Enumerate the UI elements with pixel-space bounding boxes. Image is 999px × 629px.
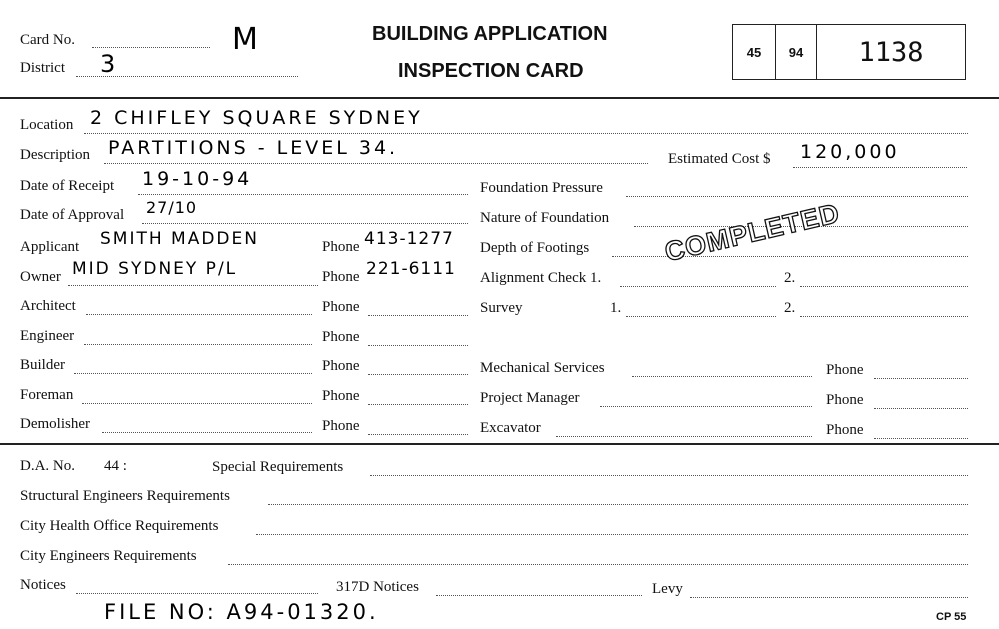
form-code: CP 55 xyxy=(936,611,967,623)
levy-label: Levy xyxy=(652,581,683,597)
card-no-label: Card No. xyxy=(20,32,75,48)
date-approval-value: 27/10 xyxy=(146,198,198,217)
alignment-check-2-label: 2. xyxy=(784,270,796,286)
foundation-pressure-label: Foundation Pressure xyxy=(480,180,603,196)
project-manager-label: Project Manager xyxy=(480,390,580,406)
engineer-phone-label: Phone xyxy=(322,329,360,345)
owner-phone-label: Phone xyxy=(322,269,360,285)
da-no-value: 44 : xyxy=(104,458,127,474)
alignment-check-1-line xyxy=(620,286,776,287)
estimated-cost-line xyxy=(793,167,967,168)
mechanical-phone-label: Phone xyxy=(826,362,864,378)
architect-phone-label: Phone xyxy=(322,299,360,315)
builder-label: Builder xyxy=(20,357,65,373)
estimated-cost-label: Estimated Cost $ xyxy=(668,151,771,167)
city-health-line xyxy=(256,534,968,535)
engineer-line xyxy=(84,344,312,345)
architect-phone-line xyxy=(368,315,468,316)
city-engineers-label: City Engineers Requirements xyxy=(20,548,197,564)
date-receipt-value: 19-10-94 xyxy=(142,168,253,190)
form-title-line2: INSPECTION CARD xyxy=(398,60,584,82)
location-line xyxy=(84,133,968,134)
district-label: District xyxy=(20,60,65,76)
fields-divider xyxy=(0,443,999,445)
engineer-phone-line xyxy=(368,345,468,346)
card-number-prefix-b: 94 xyxy=(776,25,817,79)
owner-value: MID SYDNEY P/L xyxy=(72,259,238,279)
card-no-value: M xyxy=(232,22,261,57)
location-label: Location xyxy=(20,117,74,133)
engineer-label: Engineer xyxy=(20,328,75,344)
date-approval-label: Date of Approval xyxy=(20,207,125,223)
demolisher-label: Demolisher xyxy=(20,416,90,432)
foreman-phone-line xyxy=(368,404,468,405)
card-number-box xyxy=(732,24,966,80)
notices-line xyxy=(76,593,318,594)
nature-foundation-label: Nature of Foundation xyxy=(480,210,610,226)
da-no-label: D.A. No. xyxy=(20,458,75,474)
survey-1-line xyxy=(626,316,776,317)
owner-phone-value: 221-6111 xyxy=(366,259,456,279)
owner-line xyxy=(68,285,318,286)
completed-stamp: COMPLETED xyxy=(662,197,843,268)
excavator-label: Excavator xyxy=(480,420,541,436)
mechanical-services-line xyxy=(632,376,812,377)
file-number: FILE NO: A94-01320. xyxy=(104,600,379,624)
depth-footings-label: Depth of Footings xyxy=(480,240,590,256)
owner-label: Owner xyxy=(20,269,61,285)
demolisher-phone-label: Phone xyxy=(322,418,360,434)
location-value: 2 CHIFLEY SQUARE SYDNEY xyxy=(90,107,423,129)
applicant-label: Applicant xyxy=(20,239,80,255)
card-number-prefix-a: 45 xyxy=(733,25,776,79)
applicant-phone-value: 413-1277 xyxy=(364,229,454,249)
excavator-phone-line xyxy=(874,438,968,439)
foreman-label: Foreman xyxy=(20,387,74,403)
special-requirements-label: Special Requirements xyxy=(212,459,344,475)
applicant-value: SMITH MADDEN xyxy=(100,229,259,249)
notices-label: Notices xyxy=(20,577,66,593)
city-engineers-line xyxy=(228,564,968,565)
description-label: Description xyxy=(20,147,90,163)
survey-2-label: 2. xyxy=(784,300,796,316)
foreman-phone-label: Phone xyxy=(322,388,360,404)
alignment-check-label: Alignment Check 1. xyxy=(480,270,602,286)
structural-engineers-label: Structural Engineers Requirements xyxy=(20,488,230,504)
architect-line xyxy=(86,314,312,315)
excavator-line xyxy=(556,436,812,437)
description-line xyxy=(104,163,648,164)
date-approval-line xyxy=(142,223,468,224)
card-no-line xyxy=(92,47,210,48)
foundation-pressure-line xyxy=(626,196,968,197)
header-divider xyxy=(0,97,999,99)
builder-phone-label: Phone xyxy=(322,358,360,374)
survey-2-line xyxy=(800,316,968,317)
date-receipt-line xyxy=(138,194,468,195)
form-title-line1: BUILDING APPLICATION xyxy=(372,23,608,45)
survey-label: Survey xyxy=(480,300,523,316)
mechanical-services-label: Mechanical Services xyxy=(480,360,605,376)
description-value: PARTITIONS - LEVEL 34. xyxy=(108,137,399,159)
demolisher-line xyxy=(102,432,312,433)
applicant-phone-label: Phone xyxy=(322,239,360,255)
excavator-phone-label: Phone xyxy=(826,422,864,438)
builder-line xyxy=(74,373,312,374)
levy-line xyxy=(690,597,968,598)
alignment-check-2-line xyxy=(800,286,968,287)
card-number: 1138 xyxy=(858,36,924,68)
foreman-line xyxy=(82,403,312,404)
architect-label: Architect xyxy=(20,298,76,314)
special-requirements-line xyxy=(370,475,968,476)
city-health-label: City Health Office Requirements xyxy=(20,518,219,534)
estimated-cost-value: 120,000 xyxy=(800,141,900,163)
demolisher-phone-line xyxy=(368,434,468,435)
structural-engineers-line xyxy=(268,504,968,505)
date-receipt-label: Date of Receipt xyxy=(20,178,115,194)
project-manager-phone-label: Phone xyxy=(826,392,864,408)
builder-phone-line xyxy=(368,374,468,375)
notices-317d-line xyxy=(436,595,642,596)
project-manager-phone-line xyxy=(874,408,968,409)
survey-1-label: 1. xyxy=(610,300,622,316)
district-value: 3 xyxy=(100,50,119,78)
notices-317d-label: 317D Notices xyxy=(336,579,419,595)
project-manager-line xyxy=(600,406,812,407)
mechanical-phone-line xyxy=(874,378,968,379)
